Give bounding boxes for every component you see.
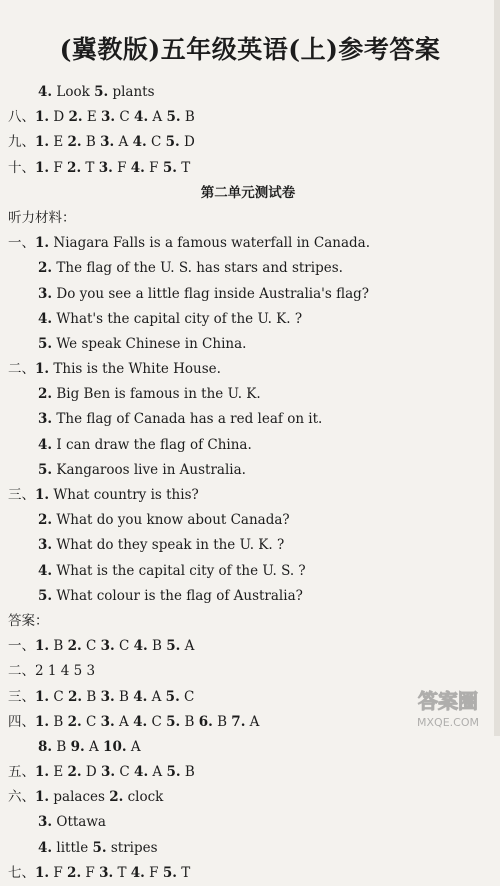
item-number: 3. [38,285,53,302]
item-number: 2. [38,512,53,529]
text-line [8,861,488,886]
text-line [8,634,488,659]
line-text: What do they speak in the U. K. ? [52,537,285,554]
item-number: 4. [133,688,148,705]
line-text: D [49,109,69,126]
item-number: 1. [35,487,50,503]
line-text: T [113,864,131,881]
line-text: B [212,713,232,730]
line-text: B [81,134,101,151]
item-number: 5. [165,134,180,151]
item-number: 4. [132,134,147,151]
line-text: Ottawa [52,814,106,831]
item-number: 5. [162,864,177,881]
text-line [8,231,488,256]
item-number: 3. [99,864,114,881]
line-text: C [115,764,135,781]
text-line [8,156,488,181]
text-line [8,584,488,609]
line-text: C [49,688,69,705]
section-number: 九、 [8,134,35,151]
line-text: F [49,864,68,881]
item-number: 1. [35,109,50,126]
item-number: 4. [133,713,148,730]
text-line [8,785,488,810]
text-line [8,483,488,508]
line-text: B [147,638,167,655]
section-number: 二、 [8,361,35,378]
item-number: 7. [231,713,246,730]
item-number: 1. [35,134,50,151]
text-line [8,533,488,558]
item-number: 2. [67,713,82,730]
line-text: A [114,713,134,730]
text-line [8,130,488,155]
section-title: 第二单元测试卷 [200,184,296,201]
item-number: 5. [38,587,53,604]
line-text: C [81,638,101,655]
item-number: 2. [68,688,83,705]
item-number: 6. [198,713,213,730]
line-text: F [81,864,100,881]
item-number: 1. [35,638,50,655]
text-line [8,357,488,382]
line-text: B [49,713,68,730]
section-number: 一、 [8,638,35,655]
text-line [8,256,488,281]
line-text: E [49,764,68,781]
line-text: Kangaroos live in Australia. [52,461,246,478]
item-number: 4. [38,310,53,327]
item-number: 3. [101,764,116,781]
line-text: C [146,134,166,151]
line-text: little [52,839,93,856]
item-number: 4. [38,84,53,100]
answers-top-block [8,80,488,181]
line-text: T [176,864,191,881]
line-text: C [115,109,135,126]
item-number: 1. [35,361,50,378]
line-text: B [180,109,195,126]
item-number: 3. [38,537,53,554]
section-number: 三、 [8,688,35,705]
item-number: 5. [38,461,53,478]
item-number: 3. [38,411,53,428]
line-text: 2 1 4 5 3 [35,663,96,680]
line-text: The flag of the U. S. has stars and stripes. [52,260,343,277]
line-text: C [179,688,195,705]
section-number: 二、 [8,663,35,680]
text-line [8,407,488,432]
item-number: 3. [38,814,53,831]
item-number: 2. [38,260,53,277]
item-number: 2. [109,789,124,806]
item-number: 5. [166,764,181,781]
item-number: 5. [38,335,53,352]
text-line [8,433,488,458]
line-text: F [144,159,163,176]
line-text: What colour is the flag of Australia? [52,587,303,604]
text-line [8,307,488,332]
line-text: B [114,688,134,705]
listening-label: 听力材料： [8,209,76,226]
item-number: 5. [166,638,181,655]
answers-block [8,634,488,886]
text-line [8,458,488,483]
line-text: clock [123,789,164,806]
line-text: I can draw the flag of China. [52,436,252,453]
line-text: E [82,109,102,126]
item-number: 1. [35,864,50,881]
line-text: A [126,738,141,755]
line-text: Do you see a little flag inside Australia's flag? [52,285,370,302]
item-number: 3. [100,713,115,730]
watermark-text-bottom: MXQE.COM [417,716,479,729]
section-number: 十、 [8,159,35,176]
answers-label: 答案： [8,612,49,629]
item-number: 4. [38,562,53,579]
line-text: B [180,764,195,781]
section-number: 七、 [8,864,35,881]
line-text: A [114,134,133,151]
item-number: 2. [67,764,82,781]
line-text: A [148,764,167,781]
line-text: palaces [49,789,110,806]
item-number: 3. [98,159,113,176]
section-number: 四、 [8,713,35,730]
line-text: The flag of Canada has a red leaf on it. [52,411,323,428]
text-line [8,508,488,533]
line-text: What country is this? [49,487,199,503]
line-text: Big Ben is famous in the U. K. [52,386,261,403]
item-number: 4. [130,159,145,176]
watermark-logo [402,686,494,732]
line-text: A [245,713,260,730]
line-text: This is the White House. [49,361,221,378]
line-text: plants [108,84,155,100]
text-line [8,735,488,760]
line-text: A [180,638,195,655]
text-line [8,760,488,785]
line-text: D [179,134,195,151]
item-number: 1. [35,789,50,806]
item-number: 1. [35,688,50,705]
item-number: 1. [35,159,50,176]
item-number: 4. [38,436,53,453]
line-text: C [147,713,167,730]
line-text: What is the capital city of the U. S. ? [52,562,306,579]
line-text: C [114,638,134,655]
text-line [8,559,488,584]
item-number: 5. [94,84,109,100]
page-title: (冀教版)五年级英语(上)参考答案 [59,35,441,64]
listening-material-block [8,231,488,609]
line-text: Look [52,84,95,100]
item-number: 3. [100,638,115,655]
line-text: Niagara Falls is a famous waterfall in Canada. [49,235,371,252]
section-number: 三、 [8,487,35,503]
text-line [8,836,488,861]
item-number: 2. [68,109,83,126]
item-number: 4. [134,109,149,126]
watermark-text-top: 答案圈 [418,689,478,713]
section-number: 一、 [8,235,35,252]
item-number: 2. [67,864,82,881]
item-number: 8. [38,738,53,755]
item-number: 2. [67,159,82,176]
item-number: 4. [133,638,148,655]
line-text: B [49,638,68,655]
item-number: 3. [100,688,115,705]
line-text: A [148,109,167,126]
text-line [8,105,488,130]
item-number: 1. [35,713,50,730]
item-number: 9. [70,738,85,755]
line-text: F [49,159,68,176]
line-text: We speak Chinese in China. [52,335,247,352]
item-number: 4. [130,864,145,881]
line-text: B [82,688,101,705]
line-text: D [81,764,102,781]
answer-content [8,80,488,886]
item-number: 1. [35,764,50,781]
line-text: What do you know about Canada? [52,512,290,529]
line-text: C [81,713,101,730]
line-text: What's the capital city of the U. K. ? [52,310,303,327]
line-text: B [180,713,199,730]
section-number: 六、 [8,789,35,806]
text-line [8,80,488,105]
item-number: 3. [101,109,116,126]
item-number: 4. [38,839,53,856]
line-text: A [84,738,104,755]
line-text: F [112,159,131,176]
section-number: 五、 [8,764,35,781]
section-number: 八、 [8,109,35,126]
line-text: E [49,134,68,151]
text-line [8,659,488,684]
text-line [8,810,488,835]
text-line [8,282,488,307]
item-number: 3. [100,134,115,151]
item-number: 10. [103,738,127,755]
line-text: T [81,159,99,176]
line-text: T [176,159,191,176]
item-number: 5. [92,839,107,856]
item-number: 2. [67,638,82,655]
item-number: 5. [166,713,181,730]
page-edge [494,0,500,736]
item-number: 5. [162,159,177,176]
text-line [8,382,488,407]
item-number: 2. [38,386,53,403]
item-number: 2. [67,134,82,151]
item-number: 5. [165,688,180,705]
text-line [8,332,488,357]
item-number: 1. [35,235,50,252]
item-number: 4. [134,764,149,781]
line-text: B [52,738,71,755]
line-text: A [147,688,166,705]
item-number: 5. [166,109,181,126]
line-text: F [144,864,163,881]
line-text: stripes [106,839,158,856]
